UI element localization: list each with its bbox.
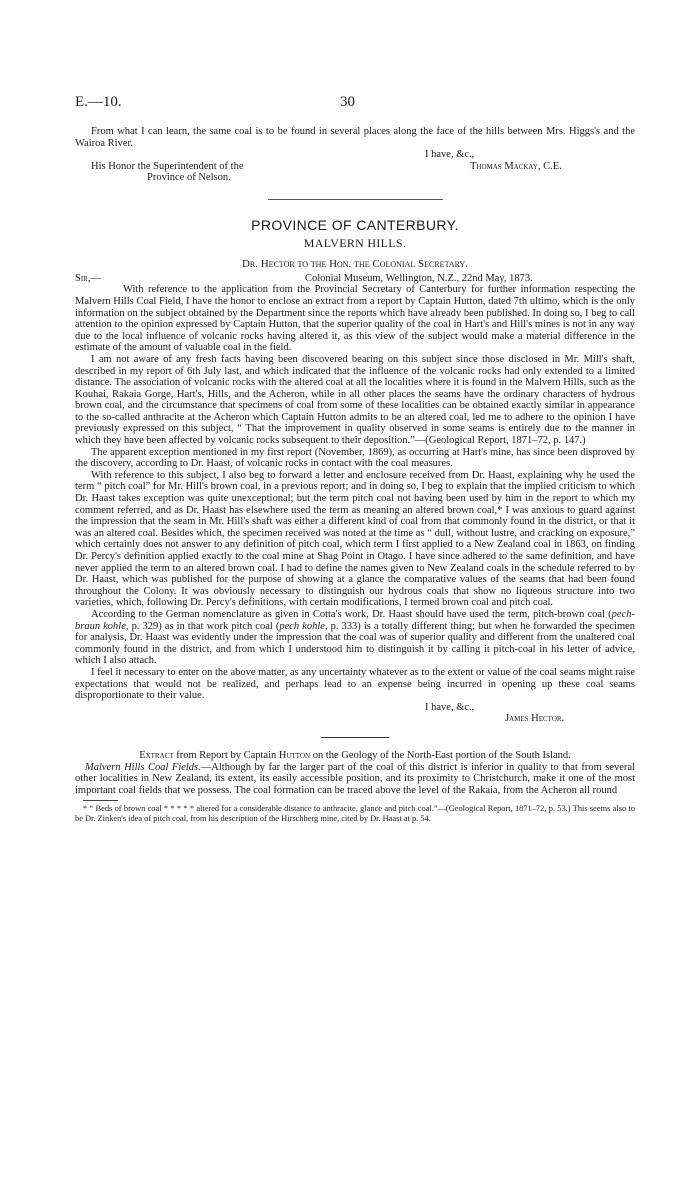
extract-paragraph-italic: Malvern Hills Coal Fields. [85, 761, 201, 773]
letter-dateline: Colonial Museum, Wellington, N.Z., 22nd May, 1873. [305, 272, 533, 284]
extract-paragraph [75, 762, 635, 797]
extract-heading-c: Hutton [278, 749, 311, 761]
extract-section [75, 750, 635, 796]
report-reference: E.—10. [75, 94, 122, 110]
intro-closing: I have, &c., [425, 149, 475, 161]
extract-divider [321, 737, 389, 738]
letter-paragraph-1: With reference to the application from the Provincial Secretary of Canterbury for further information respecting the Malvern Hills Coal Field, I have the honor to enclose an extract from a report by Captain Hutton, dated 7th ultimo, which is the only information on the subject obtained by the Department since the reports which have already been published. In doing so, I beg to call attention to the opinion expressed by Captain Hutton, that the superior quality of the coal in Hart's and Hill's mines is not in any way due to the local influence of volcanic rocks having altered it, as this view of the subject would make a material difference in the estimate of the amount of valuable coal in the field. [75, 284, 635, 354]
intro-signature: Thomas Mackay, C.E. [470, 160, 562, 172]
intro-closing-row [75, 149, 635, 161]
intro-address-row-2 [75, 172, 635, 184]
letter-paragraph-5 [75, 609, 635, 667]
letter-paragraph-4: With reference to this subject, I also beg to forward a letter and enclosure received from Dr. Haast, explaining why he used the term “ pitch coal” for Mr. Hill's brown coal, in a previous report; and in doing so, I beg to explain that the implied criticism to which Dr. Haast takes exception was quite unexceptional; but the term pitch coal not having been used by him in the report to which my comment referred, and as Dr. Haast has elsewhere used the term as meaning an altered brown coal,* I was anxious to guard against the impression that the seam in Mr. Hill's shaft was either a different kind of coal from that commonly found in the district, or that it was an altered coal. Besides which, the specimen received was noted at the time as “ dull, without lustre, and cracking on exposure,” which certainly does not answer to any definition of pitch coal, which term I first applied to a New Zealand coal in 1863, on finding Dr. Percy's definition applied exactly to the coal mine at Shag Point in Otago. I have since adhered to the same definition, and have never applied the term to an altered brown coal. I had to define the names given to New Zealand coals in the schedule referred to by Dr. Haast, which was published for the purpose of showing at a glance the comparative values of the seams that had been found throughout the Colony. It was obviously necessary to distinguish our hydrous coals that show no liqueous structure into two varieties, which, following Dr. Percy's definitions, with certain modifications, I termed brown coal and pitch coal. [75, 469, 635, 609]
section-title: PROVINCE OF CANTERBURY. [251, 216, 459, 233]
page-header [0, 94, 700, 114]
p5-text-c: , p. 333) is a totally different thing; but when he forwarded the specimen for analysis, Dr. Haast was evidently under the impression that the coal was of superior quality and different from the unaltered coal commonly found in the district, and from which I understood him to distinguish it by calling it pitch-coal in his letter of advice, which I also attach. [75, 620, 636, 667]
page-body [75, 126, 635, 824]
p5-italic-2: pech kohle [279, 620, 325, 632]
letter-paragraph-2: I am not aware of any fresh facts having been discovered bearing on this subject since those disclosed in Mr. Mill's shaft, described in my report of 6th July last, and which indicated that the influence of the volcanic rocks had only extended to a limited distance. The association of volcanic rocks with the altered coal at all the localities where it is found in the Malvern Hills, such as the Kouhai, Rakaia Gorge, Hart's, Hills, and the Acheron, while in all other places the seams have the ordinary characters of hydrous brown coal, and the circumstance that specimens of coal from some of these localities can be obtained exactly similar in appearance to the so-called anthracite at the Acheron which Captain Hutton admits to be an altered coal, led me to adhere to the opinion I have previously expressed on this subject, “ That the improvement in quality observed in some seams is entirely due to the manner in which they have been affected by volcanic rocks subsequent to their deposition.”—(Geological Report, 1871–72, p. 147.) [75, 353, 635, 447]
letter-paragraph-6: I feel it necessary to enter on the above matter, as any uncertainty whatever as to the extent or value of the coal seams might raise expectations that would not be realized, and perhaps lead to an expense being incurred in opening up these coal seams disproportionate to their value. [75, 666, 635, 702]
extract-heading-b: from Report by Captain [173, 749, 279, 761]
intro-addressee-2: Province of Nelson. [147, 172, 231, 184]
p5-text-a: According to the German nomenclature as given in Cotta's work, Dr. Haast should have used the term, pitch-brown coal ( [91, 608, 612, 620]
p5-italic-1: pech-braun kohle [75, 608, 635, 632]
footnote-rule [83, 800, 118, 801]
extract-heading-d: on the Geology of the North-East portion of the South Island. [310, 749, 571, 761]
memo-heading: Dr. Hector to the Hon. the Colonial Secretary. [241, 258, 469, 271]
p5-text-b: , p. 329) as in that work pitch coal ( [125, 620, 280, 632]
extract-heading-a: Extract [139, 749, 174, 761]
footnote-text: * “ Beds of brown coal * * * * * altered for a considerable distance to anthracite, glance and pitch coal.”—(Geological Report, 1871–72, p. 53.) This seems also to be Dr. Zinken's idea of pitch coal, from his description of the Hirschberg mine, cited by Dr. Haast at p. 54. [75, 804, 635, 824]
letter-paragraph-3: The apparent exception mentioned in my first report (November, 1869), as occurring at Hart's mine, has since been disproved by the discovery, according to Dr. Haast, of volcanic rocks in contact with the coal measures. [75, 446, 635, 470]
letter-salutation: Sir,— [75, 272, 101, 284]
section-divider [268, 199, 443, 200]
letter-dateline-row [75, 273, 635, 285]
extract-paragraph-text: —Although by far the larger part of the coal of this district is inferior in quality to that from several other localities in New Zealand, its extent, its easily accessible position, and its proximity to Christchurch, make it one of the most important coal fields that we possess. The coal formation can be traced above the level of the Rakaia, from the Acheron all round [75, 761, 635, 796]
letter-closing-row [75, 702, 635, 714]
page-number: 30 [340, 94, 355, 110]
intro-address-row [75, 161, 635, 173]
intro-paragraph: From what I can learn, the same coal is to be found in several places along the face of the hills between Mrs. Higgs's and the Wairoa River. [75, 126, 635, 149]
extract-heading [75, 750, 635, 762]
letter-closing: I have, &c., [425, 701, 475, 713]
letter-signature: James Hector. [505, 713, 565, 725]
letter-signature-row [75, 713, 635, 725]
intro-addressee-1: His Honor the Superintendent of the [91, 160, 244, 172]
footnote [75, 804, 635, 824]
section-subtitle: MALVERN HILLS. [303, 235, 407, 250]
